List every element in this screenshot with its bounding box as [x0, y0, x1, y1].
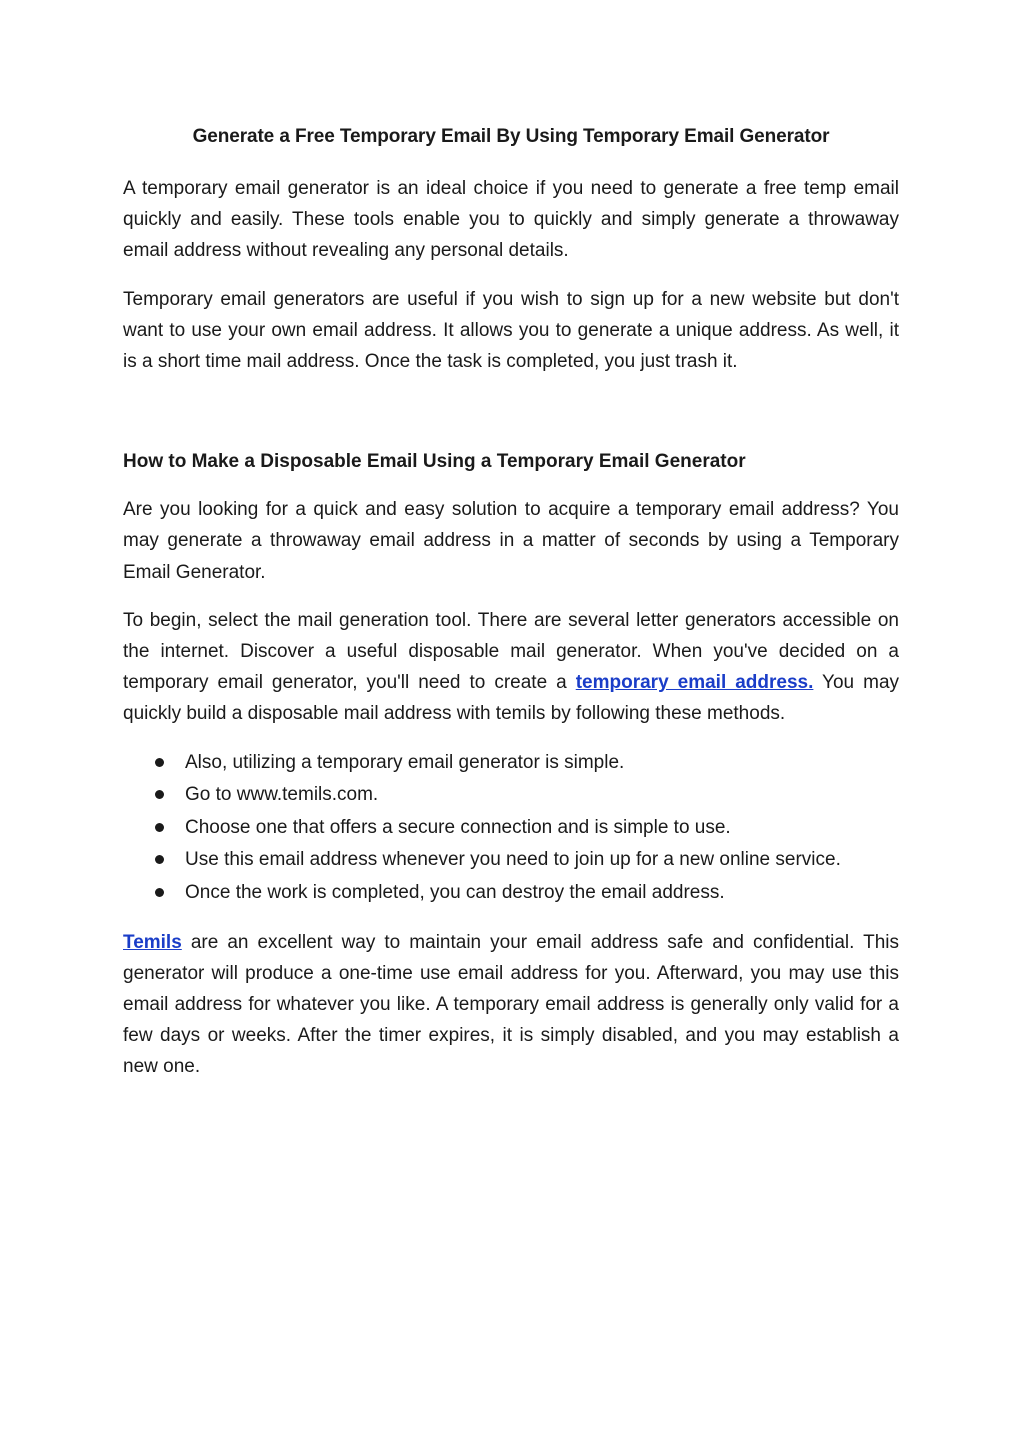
intro-paragraph-1: A temporary email generator is an ideal choice if you need to generate a free temp email quickly and easily. These tools enable you to quickly and simply generate a throwaway email address without revealing any personal details. — [123, 178, 899, 262]
list-item — [123, 812, 899, 845]
list-item — [123, 844, 899, 877]
document-page — [123, 120, 899, 1100]
closing-paragraph-text: are an excellent way to maintain your email address safe and confidential. This generator will produce a one-time use email address for you. Afterward, you may use this email address for whatever you like. A temporary email address is generally only valid for a few days or weeks. After the timer expires, it is simply disabled, and you may establish a new one. — [123, 931, 899, 1078]
section-paragraph-1: Are you looking for a quick and easy solution to acquire a temporary email address? You may generate a throwaway email address in a matter of seconds by using a Temporary Email Generator. — [123, 499, 899, 583]
bullet-icon — [155, 758, 164, 767]
list-item — [123, 779, 899, 812]
section-paragraph-2-text-before: To begin, select the mail generation tool. There are several letter generators accessible on the internet. Discover a useful disposable mail generator. When you've decided on a temporary email generator, you'll need to create a — [123, 609, 899, 694]
list-item-text: Go to www.temils.com. — [185, 784, 379, 806]
list-item-text: Use this email address whenever you need to join up for a new online service. — [185, 849, 841, 871]
list-item-text: Once the work is completed, you can destroy the email address. — [185, 882, 725, 904]
temporary-email-address-link[interactable]: temporary email address. — [575, 672, 814, 694]
steps-list — [123, 747, 899, 910]
intro-paragraph-2: Temporary email generators are useful if you wish to sign up for a new website but don't want to use your own email address. It allows you to generate a unique address. As well, it is a short time mail address. Once the task is completed, you just trash it. — [123, 288, 899, 373]
bullet-icon — [155, 790, 164, 799]
list-item-text: Choose one that offers a secure connection and is simple to use. — [185, 816, 731, 838]
section-paragraph-2 — [123, 605, 899, 730]
section-paragraph-2-text-after: You may quickly build a disposable mail address with temils by following these methods. — [123, 672, 900, 725]
section-heading: How to Make a Disposable Email Using a Temporary Email Generator — [123, 451, 746, 473]
list-item — [123, 877, 899, 910]
closing-paragraph — [123, 927, 899, 1083]
bullet-icon — [155, 888, 164, 897]
document-title: Generate a Free Temporary Email By Using Temporary Email Generator — [192, 126, 830, 147]
list-item-text: Also, utilizing a temporary email generator is simple. — [185, 751, 625, 773]
bullet-icon — [155, 855, 164, 864]
list-item — [123, 747, 899, 780]
bullet-icon — [155, 823, 164, 832]
temils-link[interactable]: Temils — [123, 931, 182, 953]
